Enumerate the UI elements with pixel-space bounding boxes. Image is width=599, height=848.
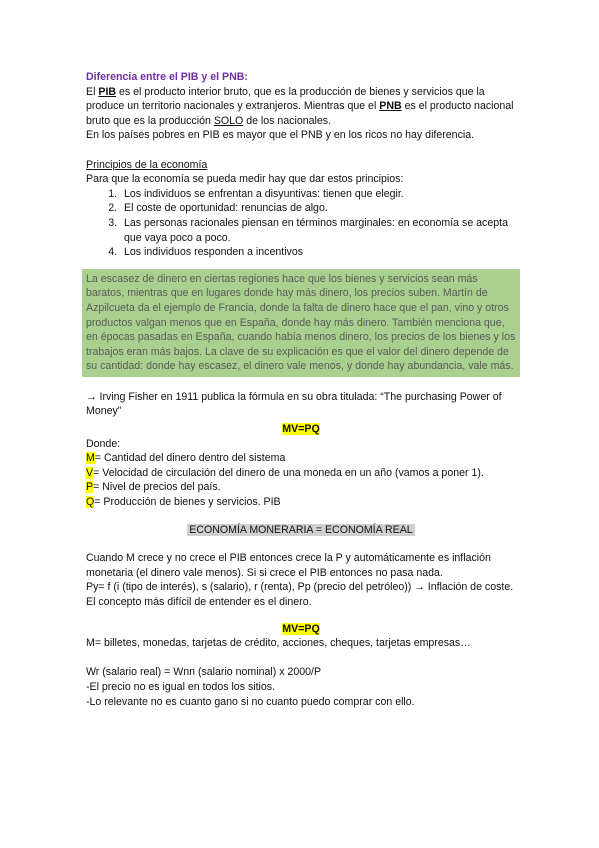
term-pib: PIB (98, 85, 117, 98)
principles-list (86, 187, 516, 260)
symbol-p: P (86, 481, 94, 494)
paragraph-money-types: M= billetes, monedas, tarjetas de crédito, acciones, cheques, tarjetas empresas… (86, 637, 471, 650)
definition-text: = Producción de bienes y servicios. PIB (94, 496, 281, 509)
paragraph-real-wage: Wr (salario real) = Wnn (salario nominal) x 2000/P (86, 666, 322, 679)
right-arrow-icon: → (414, 581, 425, 594)
paragraph-pib-definition (86, 85, 516, 129)
note-text: La escasez de dinero en ciertas regiones hace que los bienes y servicios sean más baratos, mientras que en lugares donde hay más dinero, los precios suben. Martín de Azpilcueta da el ejemplo de Francia, donde la falta de dinero hace que el pan, vino y otros productos valgan menos que en España, donde hay más dinero. También menciona que, en épocas pasadas en España, cuando había menos dinero, los precios de los bienes y los trabajos eran más bajos. La clave de su explicación es que el valor del dinero depende de su cantidad: donde hay escasez, el dinero vale menos, y donde hay abundancia, vale más. (86, 272, 516, 373)
definition-text: = Cantidad del dinero dentro del sistema (94, 452, 286, 465)
highlighted-note-box (82, 269, 520, 377)
symbol-m: M (86, 452, 95, 465)
principles-intro: Para que la economía se pueda medir hay que dar estos principios: (86, 173, 404, 186)
text-run: Inflación de coste. (424, 581, 514, 594)
symbol-q: Q (86, 496, 95, 509)
paragraph-inflation: Cuando M crece y no crece el PIB entonces crece la P y automáticamente es inflación monetaria (el dinero vale menos). Si si crece el PIB entonces no pasa nada. (86, 552, 491, 579)
definition-text: = Velocidad de circulación del dinero de una moneda en un año (vamos a poner 1). (93, 466, 484, 479)
paragraph-money-concept: El concepto más difícil de entender es el dinero. (86, 596, 312, 608)
definition-q (86, 495, 516, 510)
paragraph-poor-rich: En los países pobres en PIB es mayor que el PNB y en los ricos no hay diferencia. (86, 129, 475, 142)
list-item: 3. Las personas racionales piensan en términos marginales: en economía se acepta que vaya poco a poco. (120, 216, 516, 245)
section-title-economia: ECONOMÍA MONERARIA = ECONOMÍA REAL (189, 523, 413, 536)
term-solo: SOLO (213, 114, 244, 127)
paragraph-purchasing-note: -Lo relevante no es cuanto gano si no cuanto puedo comprar con ello. (86, 695, 415, 708)
definition-text: = Nivel de precios del país. (93, 481, 221, 494)
section-heading-pib-pnb: Diferencia entre el PIB y el PNB: (86, 71, 248, 83)
donde-label: Donde: (86, 437, 121, 450)
list-item: 4. Los individuos responden a incentivos (120, 245, 516, 260)
list-item: 2. El coste de oportunidad: renuncias de algo. (120, 201, 516, 216)
document-page (86, 70, 516, 709)
text-run: de los nacionales. (243, 114, 332, 127)
formula-row (86, 622, 516, 637)
text-run: El (86, 85, 99, 98)
formula-mv-pq: MV=PQ (282, 622, 320, 635)
formula-row (86, 422, 516, 437)
section-heading-principles: Principios de la economía (86, 158, 208, 171)
definition-m (86, 451, 516, 466)
definition-v (86, 466, 516, 481)
text-run: Irving Fisher en 1911 publica la fórmula en su obra titulada: “The purchasing Power of Money” (86, 390, 502, 418)
paragraph-price-note: -El precio no es igual en todos los sitios. (86, 680, 276, 693)
fisher-paragraph (86, 390, 516, 419)
symbol-v: V (86, 466, 94, 479)
right-arrow-icon: → (86, 390, 97, 403)
text-run: es el producto nacional bruto que es la producción (86, 100, 514, 127)
formula-mv-pq: MV=PQ (282, 423, 320, 436)
list-item: 1. Los individuos se enfrentan a disyuntivas: tienen que elegir. (120, 187, 516, 202)
text-run: es el producto interior bruto, que es la producción de bienes y servicios que la produce un territorio nacionales y extranjeros. Mientras que el (86, 85, 485, 113)
text-run: Py= f (i (tipo de interés), s (salario), r (renta), Pp (precio del petróleo)) (86, 581, 415, 594)
definition-p (86, 480, 516, 495)
section-title-row (86, 523, 516, 538)
paragraph-py-function (86, 580, 516, 595)
term-pnb: PNB (379, 100, 402, 113)
